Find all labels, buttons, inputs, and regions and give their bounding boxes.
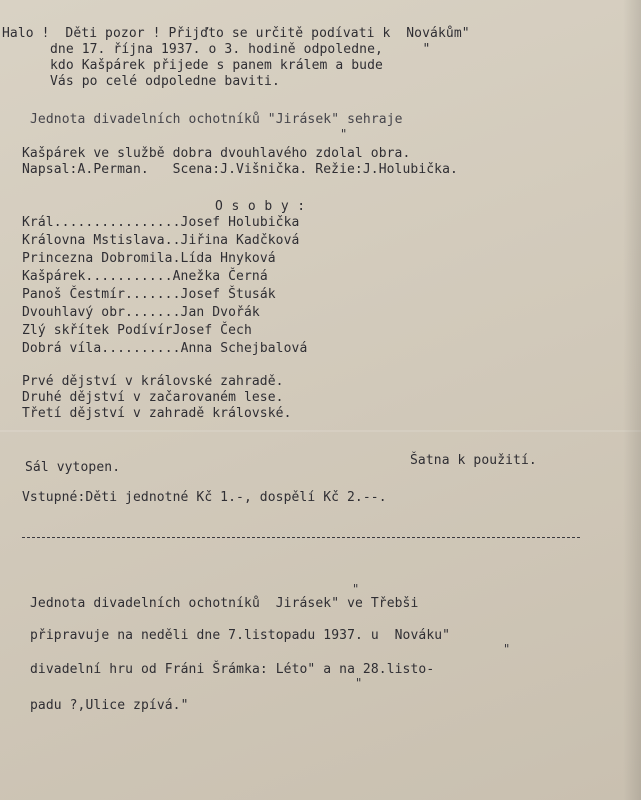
announcement-line-1: Jednota divadelních ochotníků Jirásek" ve Třebši: [30, 596, 419, 611]
play-title: Kašpárek ve službě dobra dvouhlavého zdolal obra.: [22, 146, 411, 161]
invitation-line-4: Vás po celé odpoledne baviti.: [50, 74, 280, 89]
cast-actor: Josef Štusák: [180, 287, 276, 302]
cast-role: Král: [22, 215, 54, 230]
act-line-1: Prvé dějství v královské zahradě.: [22, 374, 284, 389]
cast-row: [22, 269, 268, 284]
cast-leader-dots: ................: [53, 215, 181, 230]
credits-line: Napsal:A.Perman. Scena:J.Višnička. Režie:J.Holubička.: [22, 162, 458, 177]
ditto-mark: ": [340, 127, 348, 141]
cast-leader-dots: ..........: [101, 341, 181, 356]
cast-row: [22, 305, 260, 320]
cast-leader-dots: .......: [125, 305, 181, 320]
cast-row: [22, 323, 252, 338]
cast-row: [22, 287, 276, 302]
cast-role: Kašpárek: [22, 269, 86, 284]
cast-role: Dobrá víla: [22, 341, 102, 356]
cast-leader-dots: .: [172, 251, 181, 266]
cast-role: Zlý skřítek Podívír: [22, 323, 173, 338]
cast-actor: Jiřina Kadčková: [180, 233, 300, 248]
cast-actor: Jan Dvořák: [180, 305, 260, 320]
cast-row: [22, 341, 307, 356]
announcement-line-2: připravuje na neděli dne 7.listopadu 1937. u Nováku": [30, 628, 451, 643]
cast-leader-dots: ...........: [85, 269, 173, 284]
cast-leader-dots: .......: [125, 287, 181, 302]
dashed-separator: [22, 537, 580, 538]
announcement-line-3: divadelní hru od Fráni Šrámka: Léto" a na 28.listo-: [30, 662, 435, 677]
cast-actor: Anna Schejbalová: [180, 341, 308, 356]
cast-row: [22, 233, 299, 248]
invitation-line-1: Halo ! Děti pozor ! Přijďto se určitě podívati k Novákům": [2, 26, 470, 41]
cast-actor: Lída Hnyková: [180, 251, 276, 266]
cast-actor: Josef Čech: [172, 323, 252, 338]
cast-role: Princezna Dobromila: [22, 251, 173, 266]
cast-actor: Josef Holubička: [180, 215, 300, 230]
cast-role: Dvouhlavý obr: [22, 305, 126, 320]
announcement-line-4: padu ?,Ulice zpívá.": [30, 698, 189, 713]
cast-row: [22, 251, 276, 266]
paper-fold: [0, 430, 641, 432]
paper-edge-shadow: [623, 0, 641, 800]
admission-line: Vstupné:Děti jednotné Kč 1.-, dospělí Kč 2.--.: [22, 490, 387, 505]
cast-role: Panoš Čestmír: [22, 287, 126, 302]
act-line-2: Druhé dějství v začarovaném lese.: [22, 390, 284, 405]
troupe-line: Jednota divadelních ochotníků "Jirásek" sehraje: [30, 112, 403, 127]
cast-row: [22, 215, 299, 230]
invitation-line-3: kdo Kašpárek přijede s panem králem a bude: [50, 58, 383, 73]
cast-role: Královna Mstislava: [22, 233, 165, 248]
cast-heading: O s o b y :: [215, 199, 306, 214]
act-line-3: Třetí dějství v zahradě královské.: [22, 406, 292, 421]
invitation-line-2: dne 17. října 1937. o 3. hodině odpoledne, ": [50, 42, 431, 57]
ditto-mark: ": [355, 676, 363, 690]
ditto-mark: ": [352, 582, 360, 596]
hall-note: Sál vytopen.: [25, 460, 121, 475]
cast-leader-dots: ..: [164, 233, 181, 248]
cloakroom-note: Šatna k použití.: [410, 453, 537, 468]
ditto-mark: ": [503, 642, 511, 656]
cast-actor: Anežka Černá: [172, 269, 268, 284]
